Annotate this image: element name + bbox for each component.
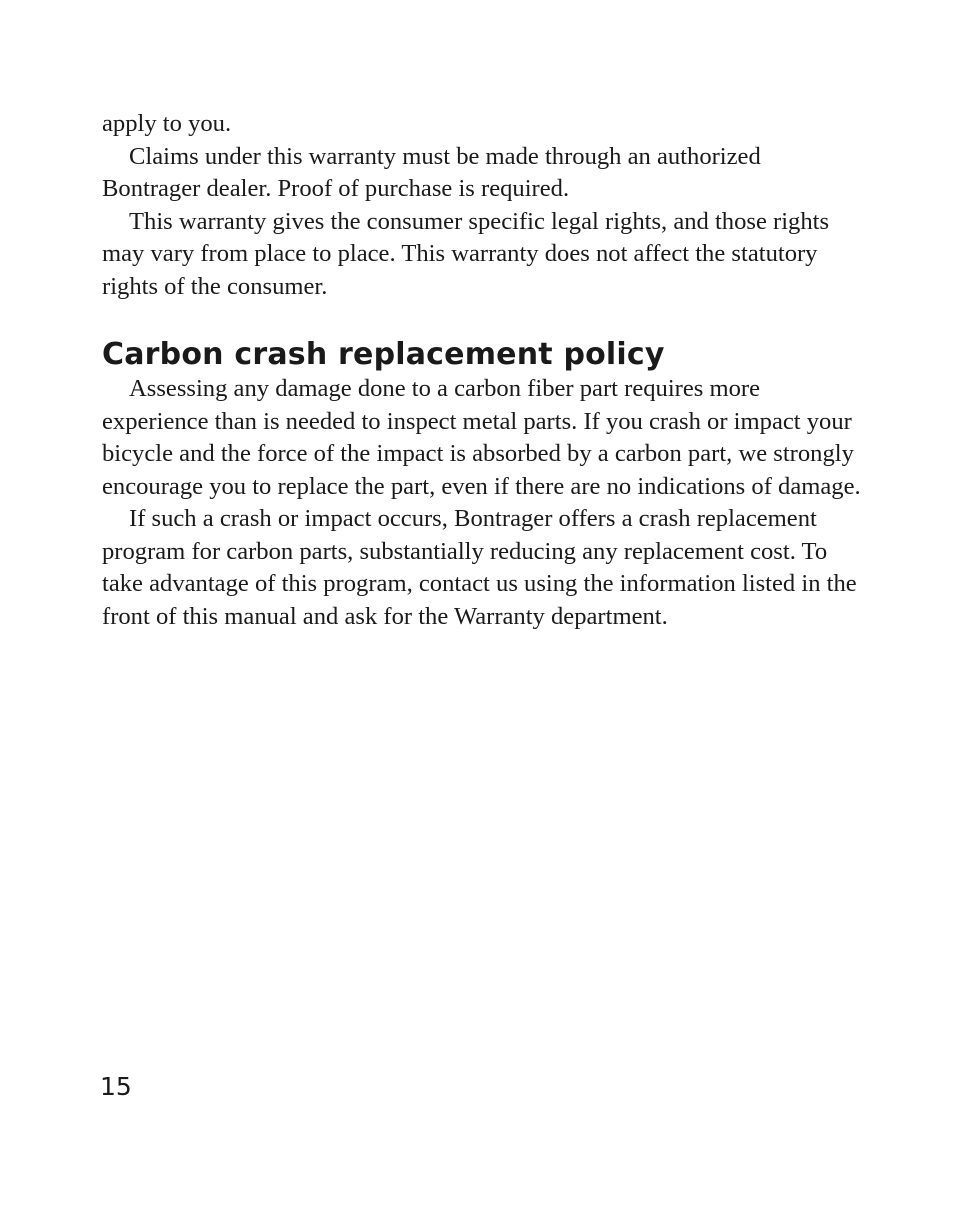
claims-paragraph: Claims under this warranty must be made through an authorized Bontrager dealer. Proof of purchase is required. — [102, 142, 761, 202]
continued-paragraph: apply to you. — [102, 110, 232, 137]
page-number: 15 — [100, 1072, 132, 1101]
legal-rights-paragraph: This warranty gives the consumer specific legal rights, and those rights may vary from place to place. This warranty does not affect the statutory rights of the consumer. — [102, 207, 830, 300]
carbon-damage-paragraph: Assessing any damage done to a carbon fiber part requires more experience than is needed to inspect metal parts. If you crash or impact your bicycle and the force of the impact is absorbed by a carbon part, we strongly encourage you to replace the part, even if there are no indications of damage. — [102, 375, 861, 500]
document-page — [102, 108, 862, 633]
crash-replacement-paragraph: If such a crash or impact occurs, Bontrager offers a crash replacement program for carbon parts, substantially reducing any replacement cost. To take advantage of this program, contact us using the information listed in the front of this manual and ask for the Warranty department. — [102, 505, 857, 630]
section-heading: Carbon crash replacement policy — [102, 337, 665, 372]
